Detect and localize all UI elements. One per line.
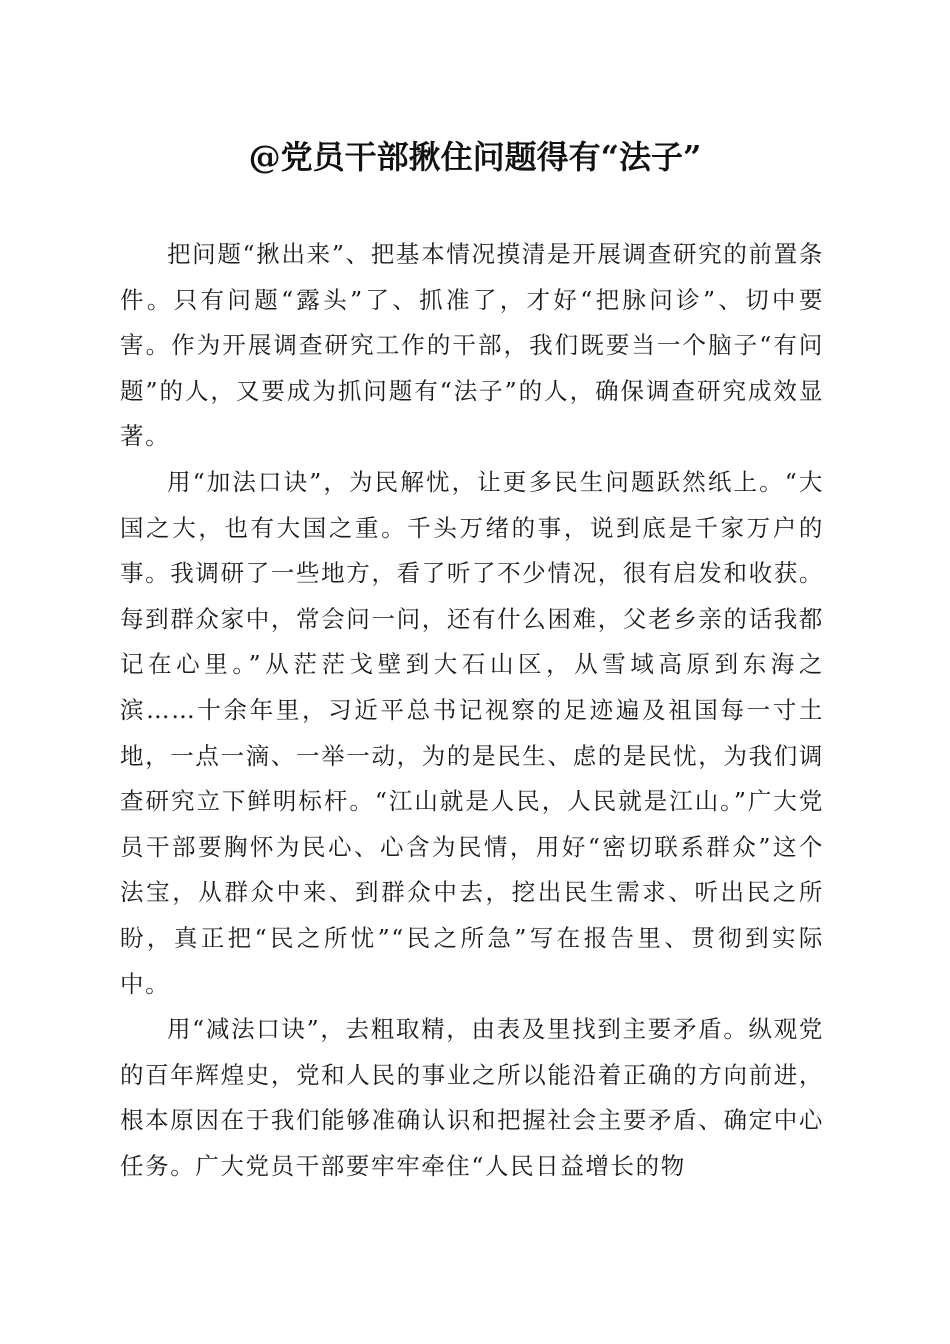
paragraph-1: 把问题“揪出来”、把基本情况摸清是开展调查研究的前置条件。只有问题“露头”了、抓准了，才好“把脉问诊”、切中要害。作为开展调查研究工作的干部，我们既要当一个脑子“有问题”的人，又要成为抓问题有“法子”的人，确保调查研究成效显著。	[120, 240, 824, 451]
document-body	[120, 232, 824, 1189]
paragraph-2: 用“加法口诀”，为民解忧，让更多民生问题跃然纸上。“大国之大，也有大国之重。千头万绪的事，说到底是千家万户的事。我调研了一些地方，看了听了不少情况，很有启发和收获。每到群众家中，常会问一问，还有什么困难，父老乡亲的话我都记在心里。”从茫茫戈壁到大石山区，从雪域高原到东海之滨……十余年里，习近平总书记视察的足迹遍及祖国每一寸土地，一点一滴、一举一动，为的是民生、虑的是民忧，为我们调查研究立下鲜明标杆。“江山就是人民，人民就是江山。”广大党员干部要胸怀为民心、心含为民情，用好“密切联系群众”这个法宝，从群众中来、到群众中去，挖出民生需求、听出民之所盼，真正把“民之所忧”“民之所急”写在报告里、贯彻到实际中。	[120, 467, 824, 998]
document-title: @党员干部揪住问题得有“法子”	[248, 138, 702, 176]
paragraph-3: 用“减法口诀”，去粗取精，由表及里找到主要矛盾。纵观党的百年辉煌史，党和人民的事业之所以能沿着正确的方向前进，根本原因在于我们能够准确认识和把握社会主要矛盾、确定中心任务。广大党员干部要牢牢牵住“人民日益增长的物	[120, 1015, 824, 1180]
